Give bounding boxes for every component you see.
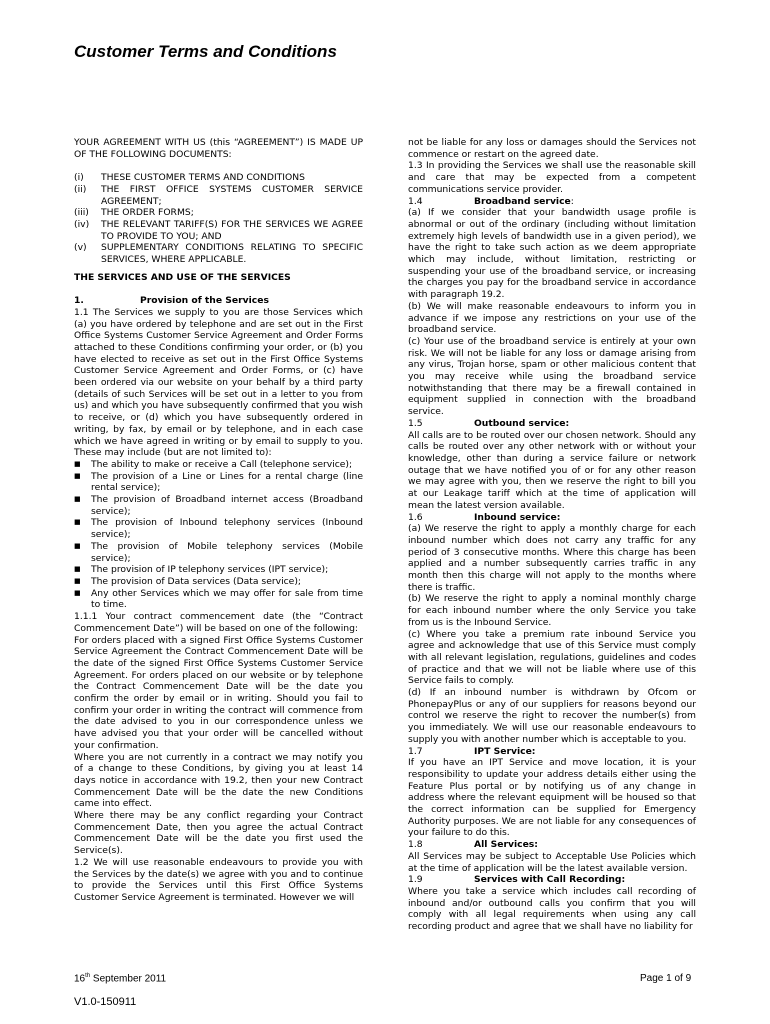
- clause-heading: [74, 295, 363, 307]
- bullet-icon: ■: [74, 588, 81, 597]
- bullet-icon: ■: [74, 495, 81, 504]
- bullet-icon: ■: [74, 471, 81, 480]
- version-label: V1.0-150911: [74, 996, 137, 1008]
- page-number: Page 1 of 9: [640, 973, 692, 984]
- list-text: THE FIRST OFFICE SYSTEMS CUSTOMER SERVICE AGREEMENT;: [101, 183, 363, 207]
- clause-title: Broadband service: [474, 195, 571, 207]
- list-number: (v): [74, 242, 87, 254]
- list-number: (iii): [74, 207, 89, 219]
- bullet-text: The provision of Inbound telephony services (Inbound service);: [91, 517, 363, 541]
- clause-1-6-c: (c) Where you take a premium rate inbound Service you agree and acknowledge that use of this Service must comply with all relevant legislation, regulations, guidelines and codes of practice and that we will not be liable where use of this Service fails to comply.: [408, 628, 696, 687]
- document-list-item: [74, 184, 363, 207]
- clause-number: 1.8: [408, 839, 423, 851]
- document-list-item: [74, 219, 363, 242]
- clause-heading: [408, 746, 696, 758]
- bullet-text: The ability to make or receive a Call (telephone service);: [91, 458, 353, 470]
- list-text: THE RELEVANT TARIFF(S) FOR THE SERVICES WE AGREE TO PROVIDE TO YOU; AND: [101, 218, 363, 242]
- right-column: [408, 137, 696, 933]
- bullet-icon: ■: [74, 459, 81, 468]
- document-list-item: [74, 172, 363, 184]
- clause-number: 1.4: [408, 195, 423, 207]
- clause-title: Services with Call Recording:: [474, 874, 626, 886]
- clause-heading: [408, 512, 696, 524]
- clause-title: Outbound service:: [474, 417, 570, 429]
- clause-number: 1.9: [408, 874, 423, 886]
- clause-title: Inbound service:: [474, 511, 561, 523]
- clause-heading: [408, 874, 696, 886]
- list-item: [74, 564, 363, 576]
- date-rest: September 2011: [90, 973, 167, 985]
- bullet-text: The provision of a Line or Lines for a rental charge (line rental service);: [91, 470, 363, 494]
- clause-1-6-d: (d) If an inbound number is withdrawn by Ofcom or PhonepayPlus or any of our suppliers for reasons beyond our control we reserve the right to recover the number(s) from you immediately. We will use our reasonable endeavours to supply you with another number which is acceptable to you.: [408, 687, 696, 745]
- list-text: THESE CUSTOMER TERMS AND CONDITIONS: [101, 172, 305, 184]
- bullet-icon: ■: [74, 576, 81, 585]
- bullet-text: The provision of Data services (Data service);: [91, 575, 302, 587]
- clause-heading: [408, 418, 696, 430]
- bullet-text: Any other Services which we may offer for sale from time to time.: [91, 587, 363, 611]
- clause-1-5-text: All calls are to be routed over our chosen network. Should any calls be routed over any other network with or without your knowledge, other than during a service failure or network outage that we have notified you of or for any other reason we may agree with you, then we reserve the right to bill you at our Leakage tariff which at the time of application will mean the latest version available.: [408, 429, 696, 511]
- clause-1-6-a: (a) We reserve the right to apply a monthly charge for each inbound number which does not carry any traffic for any period of 3 consecutive months. Where this charge has been applied and a number subsequently carries traffic in any month then this charge will not apply to the months where there is traffic.: [408, 523, 696, 593]
- clause-1-1-1: 1.1.1 Your contract commencement date (the “Contract Commencement Date”) will be based on one of the following:: [74, 611, 363, 634]
- clause-1-4-c: (c) Your use of the broadband service is entirely at your own risk. We will not be liable for any loss or damage arising from any virus, Trojan horse, spam or other malicious content that you may receive while using the broadband service notwithstanding that there may be a firewall contained in equipment supplied in connection with the broadband service.: [408, 335, 696, 418]
- clause-1-6-b: (b) We reserve the right to apply a nominal monthly charge for each inbound number where the only Service you take from us is the Inbound Service.: [408, 593, 696, 628]
- clause-heading: [408, 196, 696, 208]
- continued-paragraph: not be liable for any loss or damages should the Services not commence or restart on the agreed date.: [408, 137, 696, 160]
- clause-1-3: 1.3 In providing the Services we shall use the reasonable skill and care that may be expected from a competent communications service provider.: [408, 160, 696, 195]
- list-text: SUPPLEMENTARY CONDITIONS RELATING TO SPECIFIC SERVICES, WHERE APPLICABLE.: [101, 242, 363, 266]
- bullet-icon: ■: [74, 565, 81, 574]
- clause-number: 1.6: [408, 511, 423, 523]
- list-item: [74, 471, 363, 494]
- bullet-icon: ■: [74, 518, 81, 527]
- list-number: (iv): [74, 218, 90, 230]
- date-day: 16: [74, 973, 86, 985]
- clause-heading: [408, 839, 696, 851]
- clause-colon: :: [570, 195, 574, 207]
- list-text: THE ORDER FORMS;: [101, 207, 194, 219]
- date-suffix: th: [85, 973, 91, 979]
- clause-number: 1.: [74, 295, 84, 307]
- bullet-icon: ■: [74, 541, 81, 550]
- list-item: [74, 459, 363, 471]
- clause-number: 1.7: [408, 745, 423, 757]
- clause-title: All Services:: [474, 839, 538, 851]
- list-number: (ii): [74, 183, 87, 195]
- document-list-item: [74, 207, 363, 219]
- bullet-text: The provision of Mobile telephony services (Mobile service);: [91, 540, 363, 564]
- clause-1-2: 1.2 We will use reasonable endeavours to provide you with the Services by the date(s) we agree with you and to continue to provide the Services until this First Office Systems Customer Service Agreement is terminated. However we will: [74, 856, 363, 903]
- clause-1-4-a: (a) If we consider that your bandwidth usage profile is abnormal or out of the ordinary (including without limitation extremely high levels of bandwidth use in a given period), we have the right to take such action as we deem appropriate which may include, without limitation, restricting or suspending your use of the broadband service, or increasing the charges you pay for the broadband service in accordance with paragraph 19.2.: [408, 207, 696, 301]
- footer-date: [74, 973, 166, 984]
- list-item: [74, 517, 363, 540]
- clause-title: IPT Service:: [474, 745, 536, 757]
- list-item: [74, 494, 363, 517]
- paragraph-orders: For orders placed with a signed First Office Systems Customer Service Agreement the Contract Commencement Date will be the date of the signed First Office Systems Customer Service Agreement. For orders placed on our website or by telephone the Contract Commencement Date will be the date you confirm the order by email or in writing. Should you fail to confirm your order in writing the contract will commence from the date advised to you in our correspondence unless we have advised you that your order will be cancelled without your confirmation.: [74, 634, 363, 751]
- clause-1-7-text: If you have an IPT Service and move location, it is your responsibility to update your address details either using the Feature Plus portal or by notifying us of any change in address where the relevant equipment will be housed so that the correct information can be supplied for Emergency Authority purposes. We are not liable for any consequences of your failure to do this.: [408, 757, 696, 839]
- intro-paragraph: YOUR AGREEMENT WITH US (this “AGREEMENT”) IS MADE UP OF THE FOLLOWING DOCUMENTS:: [74, 137, 363, 160]
- clause-1-1: 1.1 The Services we supply to you are those Services which (a) you have ordered by telephone and are set out in the First Office Systems Customer Service Agreement and Order Forms attached to these Conditions confirming your order, or (b) you have elected to receive as set out in the First Office Systems Customer Service Agreement and Order Forms, or (c) have been ordered via our website on your behalf by a third party (details of such Services will be set out in a letter to you from us) and which you have subsequently confirmed that you wish to receive, or (d) which you have subsequently ordered in writing, by fax, by email or by telephone, and in each case which we have agreed in writing or by email to supply to you. These may include (but are not limited to):: [74, 306, 363, 459]
- clause-1-4-b: (b) We will make reasonable endeavours to inform you in advance if we impose any restrictions on your use of the broadband service.: [408, 300, 696, 336]
- list-number: (i): [74, 172, 84, 184]
- list-item: [74, 541, 363, 564]
- clause-1-9-text: Where you take a service which includes call recording of inbound and/or outbound calls you confirm that you will comply with all legal requirements when using any call recording product and agree that we shall have no liability for: [408, 886, 696, 933]
- clause-number: 1.5: [408, 417, 423, 429]
- clause-1-8-text: All Services may be subject to Acceptable Use Policies which at the time of application will be the latest available version.: [408, 850, 696, 874]
- paragraph-change: Where you are not currently in a contract we may notify you of a change to these Conditions, by giving you at least 14 days notice in accordance with 19.2, then your new Contract Commencement Date will be the date the new Conditions came into effect.: [74, 751, 363, 810]
- bullet-text: The provision of IP telephony services (IPT service);: [91, 564, 329, 576]
- section-heading: THE SERVICES AND USE OF THE SERVICES: [74, 271, 291, 283]
- clause-title: Provision of the Services: [140, 295, 269, 307]
- bullet-text: The provision of Broadband internet access (Broadband service);: [91, 494, 363, 517]
- document-list-item: [74, 242, 363, 265]
- paragraph-conflict: Where there may be any conflict regarding your Contract Commencement Date, then you agree the actual Contract Commencement Date will be the date you first used the Service(s).: [74, 810, 363, 857]
- list-item: [74, 576, 363, 588]
- left-column: [74, 137, 363, 904]
- page-title: Customer Terms and Conditions: [74, 42, 337, 61]
- list-item: [74, 588, 363, 611]
